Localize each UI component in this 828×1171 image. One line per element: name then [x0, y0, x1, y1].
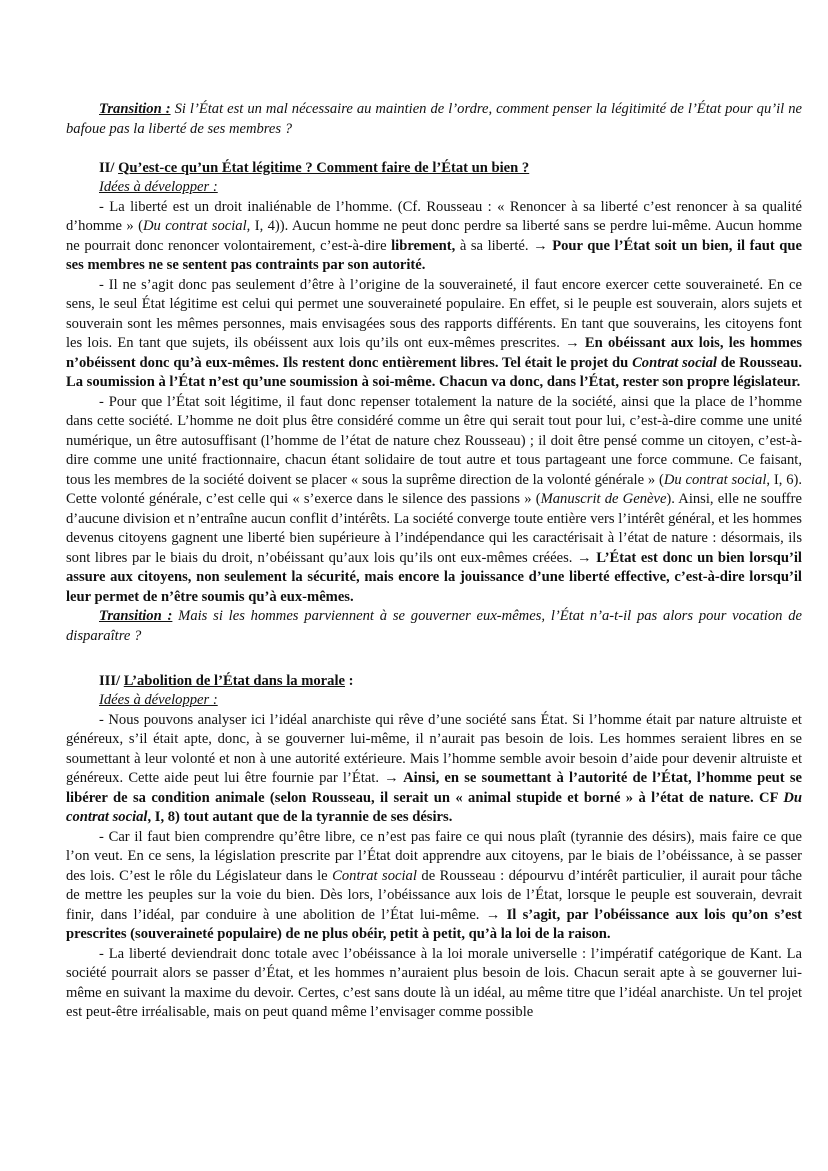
transition-label: Transition :: [99, 608, 173, 624]
section-3-heading: III/ L’abolition de l’État dans la morale :: [99, 672, 354, 689]
paragraph: - La liberté deviendrait donc totale avec l’obéissance à la loi morale universelle : l’impératif catégorique de Kant. La société pourrait alors se passer d’État, et les hommes n’auraient plus besoin de lois. Chacun serait apte à se gouverner lui-même en suivant la maxime du devoir. Certes, c’est sans doute là un idéal, au même titre que l’idéal anarchiste. Un tel projet est peut-être irréalisable, mais on peut quand même l’envisager comme possible: [66, 945, 802, 1020]
section-title: L’abolition de l’État dans la morale: [123, 672, 345, 689]
transition-text: Mais si les hommes parviennent à se gouverner eux-mêmes, l’État n’a-t-il pas alors pour vocation de disparaître ?: [66, 608, 802, 644]
paragraph: - Car il faut bien comprendre qu’être libre, ce n’est pas faire ce qui nous plaît (tyrannie des désirs), mais faire ce que l’on veut. En ce sens, la législation prescrite par l’État doit apprendre aux citoyens, par le biais de l’obéissance, à se passer des lois. C’est le rôle du Législateur dans le Contrat social de Rousseau : dépourvu d’intérêt particulier, il aurait pour tâche de mettre les peuples sur la voie du bien. Dès lors, l’obéissance aux lois de l’État, lorsque le peuple est souverain, devrait finir, dans l’idéal, par conduire à une abolition de l’État lui-même. → Il s’agit, par l’obéissance aux lois qu’on s’est prescrites (souveraineté populaire) de ne plus obéir, petit à petit, qu’à la loi de la raison.: [66, 828, 802, 942]
section-2-heading: [66, 159, 802, 179]
ideas-label: Idées à développer :: [99, 692, 218, 708]
section-number: II/: [99, 159, 119, 176]
paragraph: - Nous pouvons analyser ici l’idéal anarchiste qui rêve d’une société sans État. Si l’homme était par nature altruiste et généreux, s’il était apte, donc, à se gouverner lui-même, il n’aurait pas besoin de lois. Les hommes seraient libres en se soumettant à leur volonté et non à une autorité extérieure. Mais l’homme semble avoir besoin d’aide pour devenir altruiste et généreux. Cette aide peut lui être fournie par l’État. → Ainsi, en se soumettant à l’autorité de l’État, l’homme peut se libérer de sa condition animale (selon Rousseau, il serait un « animal stupide et borné » à l’état de nature. CF Du contrat social, I, 8) tout autant que de la tyrannie de ses désirs.: [66, 711, 802, 825]
transition-1: [66, 100, 802, 139]
paragraph: - Pour que l’État soit légitime, il faut donc repenser totalement la nature de la société, ainsi que la place de l’homme dans cette société. L’homme ne doit plus être considéré comme un être qui serait tout pour lui, c’est-à-dire comme une unité numérique, un être autosuffisant (l’homme de l’état de nature chez Rousseau) ; il doit être pensé comme un citoyen, c’est-à-dire comme une unité fractionnaire, chacun étant solidaire de tout autre et tous partageant une force commune. Ce faisant, tous les membres de la société doivent se placer « sous la suprême direction de la volonté générale » (Du contrat social, I, 6). Cette volonté générale, c’est celle qui « s’exerce dans le silence des passions » (Manuscrit de Genève). Ainsi, elle ne souffre d’aucune division et n’entraîne aucun conflit d’intérêts. La société converge toute entière vers l’intérêt général, et les hommes devenus citoyens gagnent une liberté bien supérieure à l’indépendance qui les caractérisait à l’état de nature : désormais, ils sont libres par le biais du droit, n’obéissant qu’aux lois qu’ils ont eux-mêmes créées. → L’État est donc un bien lorsqu’il assure aux citoyens, non seulement la sécurité, mais encore la jouissance d’une liberté effective, c’est-à-dire lorsqu’il leur permet de n’être soumis qu’à eux-mêmes.: [66, 393, 803, 605]
paragraph: - La liberté est un droit inaliénable de l’homme. (Cf. Rousseau : « Renoncer à sa liberté c’est renoncer à sa qualité d’homme » (Du contrat social, I, 4)). Aucun homme ne peut donc perdre sa liberté sans se perdre lui-même. Aucun homme ne pourrait donc renoncer volontairement, c’est-à-dire librement, à sa liberté. → Pour que l’État soit un bien, il faut que ses membres ne se sentent pas contraints par son autorité.: [66, 198, 803, 273]
transition-2: [66, 607, 802, 646]
transition-label: Transition :: [99, 101, 171, 117]
ideas-label: Idées à développer :: [99, 179, 218, 195]
section-title: Qu’est-ce qu’un État légitime ? Comment faire de l’État un bien ?: [118, 159, 530, 176]
transition-text: Si l’État est un mal nécessaire au maintien de l’ordre, comment penser la légitimité de l’État pour qu’il ne bafoue pas la liberté de ses membres ?: [66, 101, 802, 137]
section-number: III/: [99, 672, 124, 689]
paragraph: - Il ne s’agit donc pas seulement d’être à l’origine de la souveraineté, il faut encore exercer cette souveraineté. En ce sens, le seul État légitime est celui qui permet une souveraineté populaire. En effet, si le peuple est souverain, alors sujets et souverain sont les mêmes personnes, mais envisagées sous des rapports différents. En tant que souverains, les citoyens font les lois. En tant que sujets, ils obéissent aux lois qu’ils ont eux-mêmes prescrites. → En obéissant aux lois, les hommes n’obéissent donc qu’à eux-mêmes. Ils restent donc entièrement libres. Tel était le projet du Contrat social de Rousseau. La soumission à l’État n’est qu’une soumission à soi-même. Chacun va donc, dans l’État, rester son propre législateur.: [66, 276, 803, 390]
document-page: [66, 100, 802, 1023]
